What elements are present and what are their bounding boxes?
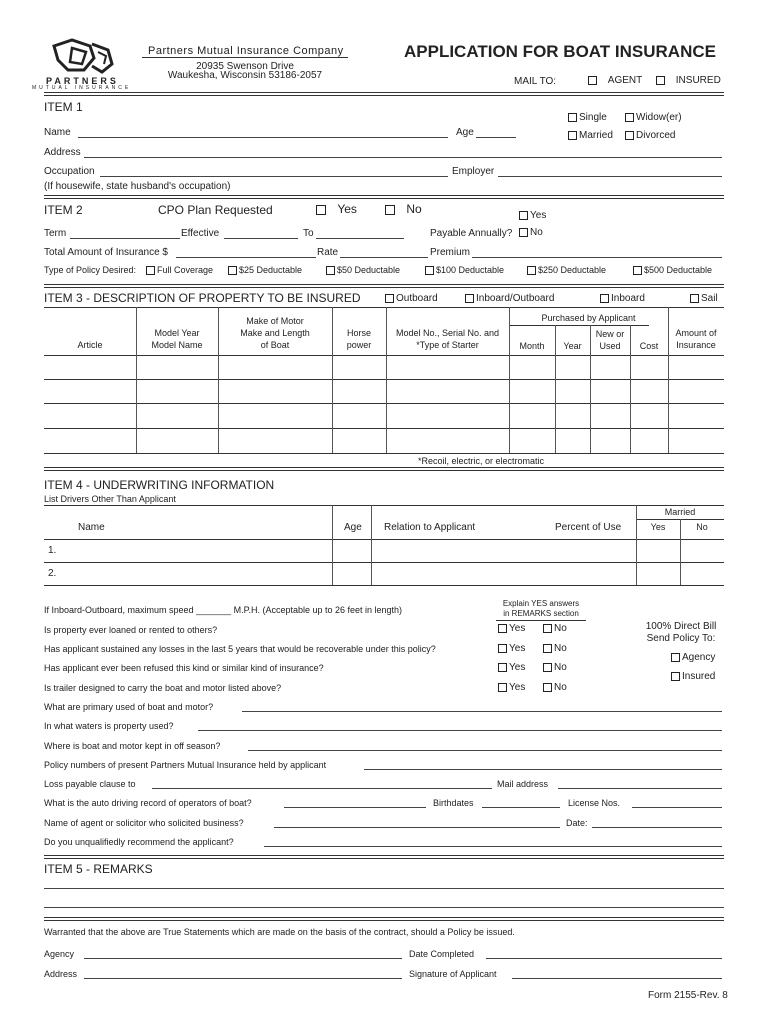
occupation-field[interactable] [100,176,448,177]
to-label: To [303,228,314,239]
effective-label: Effective [181,228,220,239]
rate-field[interactable] [340,257,428,258]
col-model-name: Model Name [151,340,203,350]
q1-no-label: No [554,623,567,634]
premium-label: Premium [430,247,471,258]
marital-widow[interactable] [625,112,682,123]
to-field[interactable] [316,238,404,239]
opt-50[interactable] [326,265,400,275]
mail-address-field[interactable] [558,788,722,789]
col-percent: Percent of Use [555,522,622,533]
item4-heading: ITEM 4 - UNDERWRITING INFORMATION [44,478,275,492]
purchased-header: Purchased by Applicant [541,313,636,323]
agent-name-label: Name of agent or solicitor who solicited business? [44,818,244,828]
q3-yes-checkbox[interactable] [498,663,507,672]
drivers-col-divider [332,505,333,585]
marital-single[interactable] [568,112,607,123]
cpo-yes-checkbox[interactable] [316,205,326,215]
send-agency[interactable] [671,652,715,663]
uses-field[interactable] [242,711,722,712]
q1-yes-label: Yes [509,623,526,634]
q2-yes-label: Yes [509,643,526,654]
pay-yes-option[interactable] [519,210,546,221]
policy-numbers-field[interactable] [364,769,722,770]
kept-label: Where is boat and motor kept in off season? [44,741,221,751]
date-completed-label: Date Completed [409,949,475,959]
direct-bill-l1: 100% Direct Bill [645,621,717,632]
license-label: License Nos. [568,798,621,808]
d25-label: $25 Deductable [239,265,303,275]
occupation-label: Occupation [44,166,95,177]
term-label: Term [44,228,67,239]
q4-yes[interactable] [498,682,525,693]
d500-checkbox[interactable] [633,266,642,275]
waters-label: In what waters is property used? [44,721,174,731]
date-completed-field[interactable] [486,958,722,959]
divorced-label: Divorced [636,130,676,141]
q3-yes[interactable] [498,662,525,673]
outboard-label: Outboard [396,293,438,304]
company-name: Partners Mutual Insurance Company [148,45,344,57]
q1-no[interactable] [543,623,567,634]
company-underline [142,57,348,58]
agent-label: AGENT [607,75,643,86]
q4-yes-label: Yes [509,682,526,693]
opt-500[interactable] [633,265,712,275]
explain-l1: Explain YES answers [502,599,580,608]
single-checkbox[interactable] [568,113,577,122]
send-insured-checkbox[interactable] [671,672,680,681]
opt-25[interactable] [228,265,302,275]
col-model-year: Model Year [154,328,200,338]
col-month: Month [519,341,545,351]
pay-no-checkbox[interactable] [519,228,528,237]
mail-address-label: Mail address [497,779,549,789]
item2-divider [44,284,724,288]
purchased-underline [509,325,649,326]
table-header-line [44,355,724,356]
send-agency-checkbox[interactable] [671,653,680,662]
q4-no[interactable] [543,682,567,693]
d250-label: $250 Deductable [538,265,607,275]
total-label: Total Amount of Insurance $ [44,247,168,258]
q2-yes[interactable] [498,643,525,654]
cpo-no-option[interactable] [385,202,422,216]
opt-outboard[interactable] [385,293,438,304]
name-field[interactable] [78,137,448,138]
single-label: Single [579,112,607,123]
drivers-row-line [44,562,724,563]
q2-no-label: No [554,643,567,654]
item3-divider [44,467,724,471]
agent-name-field[interactable] [274,827,560,828]
policy-numbers-label: Policy numbers of present Partners Mutual Insurance held by applicant [44,760,327,770]
starter-footnote: *Recoil, electric, or electromatic [418,456,545,466]
q3-no[interactable] [543,662,567,673]
d500-label: $500 Deductable [644,265,713,275]
bottom-address-label: Address [44,969,78,979]
opt-full[interactable] [146,265,213,275]
q4-no-label: No [554,682,567,693]
employer-field[interactable] [498,176,722,177]
housewife-note: (If housewife, state husband's occupation) [44,181,231,192]
sail-label: Sail [701,293,718,304]
age-field[interactable] [476,137,516,138]
agency-label: Agency [44,949,75,959]
col-serial-l1: Model No., Serial No. and [395,328,500,338]
opt-inboard-outboard[interactable] [465,293,554,304]
payable-label: Payable Annually? [430,228,513,239]
q4-no-checkbox[interactable] [543,683,552,692]
opt-inboard[interactable] [600,293,645,304]
driver-row-2[interactable]: 2. [48,568,57,579]
widow-checkbox[interactable] [625,113,634,122]
term-field[interactable] [70,238,180,239]
warranted-text: Warranted that the above are True Statements which are made on the basis of the contract, should a Policy be issued. [44,927,515,937]
col-amount-l2: Insurance [676,340,716,350]
mail-to-label: MAIL TO: [514,76,557,87]
d100-label: $100 Deductable [436,265,505,275]
employer-label: Employer [452,166,495,177]
send-insured[interactable] [671,671,715,682]
d100-checkbox[interactable] [425,266,434,275]
q2-no-checkbox[interactable] [543,644,552,653]
inboard-checkbox[interactable] [600,294,609,303]
col-new-l1: New or [595,329,625,339]
d50-checkbox[interactable] [326,266,335,275]
mail-to-agent-option[interactable] [588,75,642,86]
driving-record-field[interactable] [284,807,426,808]
date-field[interactable] [592,827,722,828]
drivers-header-line [44,539,724,540]
driving-record-label: What is the auto driving record of operators of boat? [44,798,252,808]
col-married: Married [664,507,696,517]
q4-yes-checkbox[interactable] [498,683,507,692]
q2-no[interactable] [543,643,567,654]
date-label: Date: [566,818,588,828]
bottom-address-field[interactable] [84,978,402,979]
name-label: Name [44,127,71,138]
form-number: Form 2155-Rev. 8 [648,990,728,1001]
col-year: Year [563,341,582,351]
remarks-line-2[interactable] [44,907,724,908]
policy-type-label: Type of Policy Desired: [44,265,137,275]
send-insured-label: Insured [682,671,716,682]
widow-label: Widow(er) [636,112,682,123]
signature-label: Signature of Applicant [409,969,497,979]
agency-field[interactable] [84,958,402,959]
loss-payable-field[interactable] [152,788,492,789]
question-refused: Has applicant ever been refused this kind or similar kind of insurance? [44,663,324,673]
table-bottom-line [44,453,724,454]
q1-no-checkbox[interactable] [543,624,552,633]
d50-label: $50 Deductable [337,265,401,275]
opt-sail[interactable] [690,293,718,304]
pay-no-label: No [530,227,543,238]
table-row-line [44,428,724,429]
birthdates-field[interactable] [482,807,560,808]
header-divider [44,92,724,96]
col-hp-l1: Horse [346,328,371,338]
premium-field[interactable] [472,257,722,258]
birthdates-label: Birthdates [433,798,474,808]
col-serial-l2: *Type of Starter [416,340,479,350]
cpo-no-checkbox[interactable] [385,205,395,215]
drivers-bottom-line [44,585,724,586]
q3-yes-label: Yes [509,662,526,673]
col-driver-name: Name [78,522,105,533]
inboard-outboard-label: Inboard/Outboard [476,293,555,304]
remarks-line-1[interactable] [44,888,724,889]
col-married-no: No [696,522,708,532]
item4-divider [44,855,724,859]
driver-row-1[interactable]: 1. [48,545,57,556]
item1-heading: ITEM 1 [44,100,83,114]
total-field[interactable] [176,257,316,258]
item5-heading: ITEM 5 - REMARKS [44,862,153,876]
policy-type-row [44,265,136,275]
marital-divorced[interactable] [625,130,675,141]
explain-l2: in REMARKS section [503,609,579,618]
col-article: Article [77,340,103,350]
q3-no-label: No [554,662,567,673]
logo-sub: MUTUAL INSURANCE [32,85,132,91]
effective-field[interactable] [224,238,298,239]
item1-divider [44,195,724,199]
pay-yes-checkbox[interactable] [519,211,528,220]
table-top-line [44,307,724,308]
logo-word: PARTNERS [46,76,119,86]
full-label: Full Coverage [157,265,214,275]
outboard-checkbox[interactable] [385,294,394,303]
col-driver-age: Age [344,522,362,533]
inboard-speed-line[interactable]: If Inboard-Outboard, maximum speed _______ M.P.H. (Acceptable up to 26 feet in length) [44,605,403,615]
sail-checkbox[interactable] [690,294,699,303]
pay-no-option[interactable] [519,227,543,238]
item5-divider [44,917,724,921]
recommend-label: Do you unqualifiedly recommend the applicant? [44,837,234,847]
waters-field[interactable] [198,730,722,731]
address-field[interactable] [84,157,722,158]
q2-yes-checkbox[interactable] [498,644,507,653]
opt-100[interactable] [425,265,504,275]
inboard-outboard-checkbox[interactable] [465,294,474,303]
insured-label: INSURED [675,75,721,86]
recommend-field[interactable] [264,846,722,847]
drivers-col-divider [371,505,372,585]
q3-no-checkbox[interactable] [543,663,552,672]
col-motor-l1: Make of Motor [246,316,304,326]
d25-checkbox[interactable] [228,266,237,275]
pay-yes-label: Yes [530,210,547,221]
table-row-line [44,403,724,404]
col-new-l2: Used [599,341,621,351]
q1-yes[interactable] [498,623,525,634]
agent-checkbox[interactable] [588,76,597,85]
loss-payable-label: Loss payable clause to [44,779,136,789]
kept-field[interactable] [248,750,722,751]
question-losses: Has applicant sustained any losses in the last 5 years that would be recoverable under this policy? [44,644,436,654]
cpo-no-label: No [406,202,422,216]
col-motor-l2: Make and Length [240,328,310,338]
explain-underline [496,620,586,621]
col-relation: Relation to Applicant [384,522,476,533]
q1-yes-checkbox[interactable] [498,624,507,633]
company-address2: Waukesha, Wisconsin 53186-2057 [167,70,323,81]
d250-checkbox[interactable] [527,266,536,275]
table-col-divider [509,307,510,453]
married-checkbox[interactable] [568,131,577,140]
list-drivers-label: List Drivers Other Than Applicant [44,494,176,504]
inboard-label: Inboard [611,293,645,304]
cpo-label: CPO Plan Requested [158,203,273,217]
license-field[interactable] [632,807,722,808]
company-address1: 20935 Swenson Drive [196,61,294,72]
marital-married[interactable] [568,130,613,141]
form-title: APPLICATION FOR BOAT INSURANCE [404,42,716,61]
question-trailer: Is trailer designed to carry the boat and motor listed above? [44,683,282,693]
divorced-checkbox[interactable] [625,131,634,140]
address-label: Address [44,147,81,158]
send-agency-label: Agency [682,652,716,663]
married-label: Married [579,130,613,141]
col-cost: Cost [639,341,659,351]
cpo-yes-label: Yes [337,202,357,216]
col-motor-l3: of Boat [260,340,290,350]
question-loaned: Is property ever loaned or rented to others? [44,625,218,635]
table-row-line [44,379,724,380]
insured-checkbox[interactable] [656,76,665,85]
mail-to-insured-option[interactable] [656,75,721,86]
col-amount-l1: Amount of [675,328,717,338]
cpo-yes-option[interactable] [316,202,357,216]
signature-field[interactable] [512,978,722,979]
opt-250[interactable] [527,265,606,275]
age-label: Age [456,127,474,138]
item3-heading: ITEM 3 - DESCRIPTION OF PROPERTY TO BE INSURED [44,291,361,305]
full-checkbox[interactable] [146,266,155,275]
col-married-yes: Yes [650,522,666,532]
direct-bill-l2: Send Policy To: [646,633,716,644]
drivers-top-line [44,505,724,506]
uses-label: What are primary used of boat and motor? [44,702,214,712]
rate-label: Rate [317,247,339,258]
item2-heading: ITEM 2 [44,203,83,217]
col-hp-l2: power [346,340,372,350]
